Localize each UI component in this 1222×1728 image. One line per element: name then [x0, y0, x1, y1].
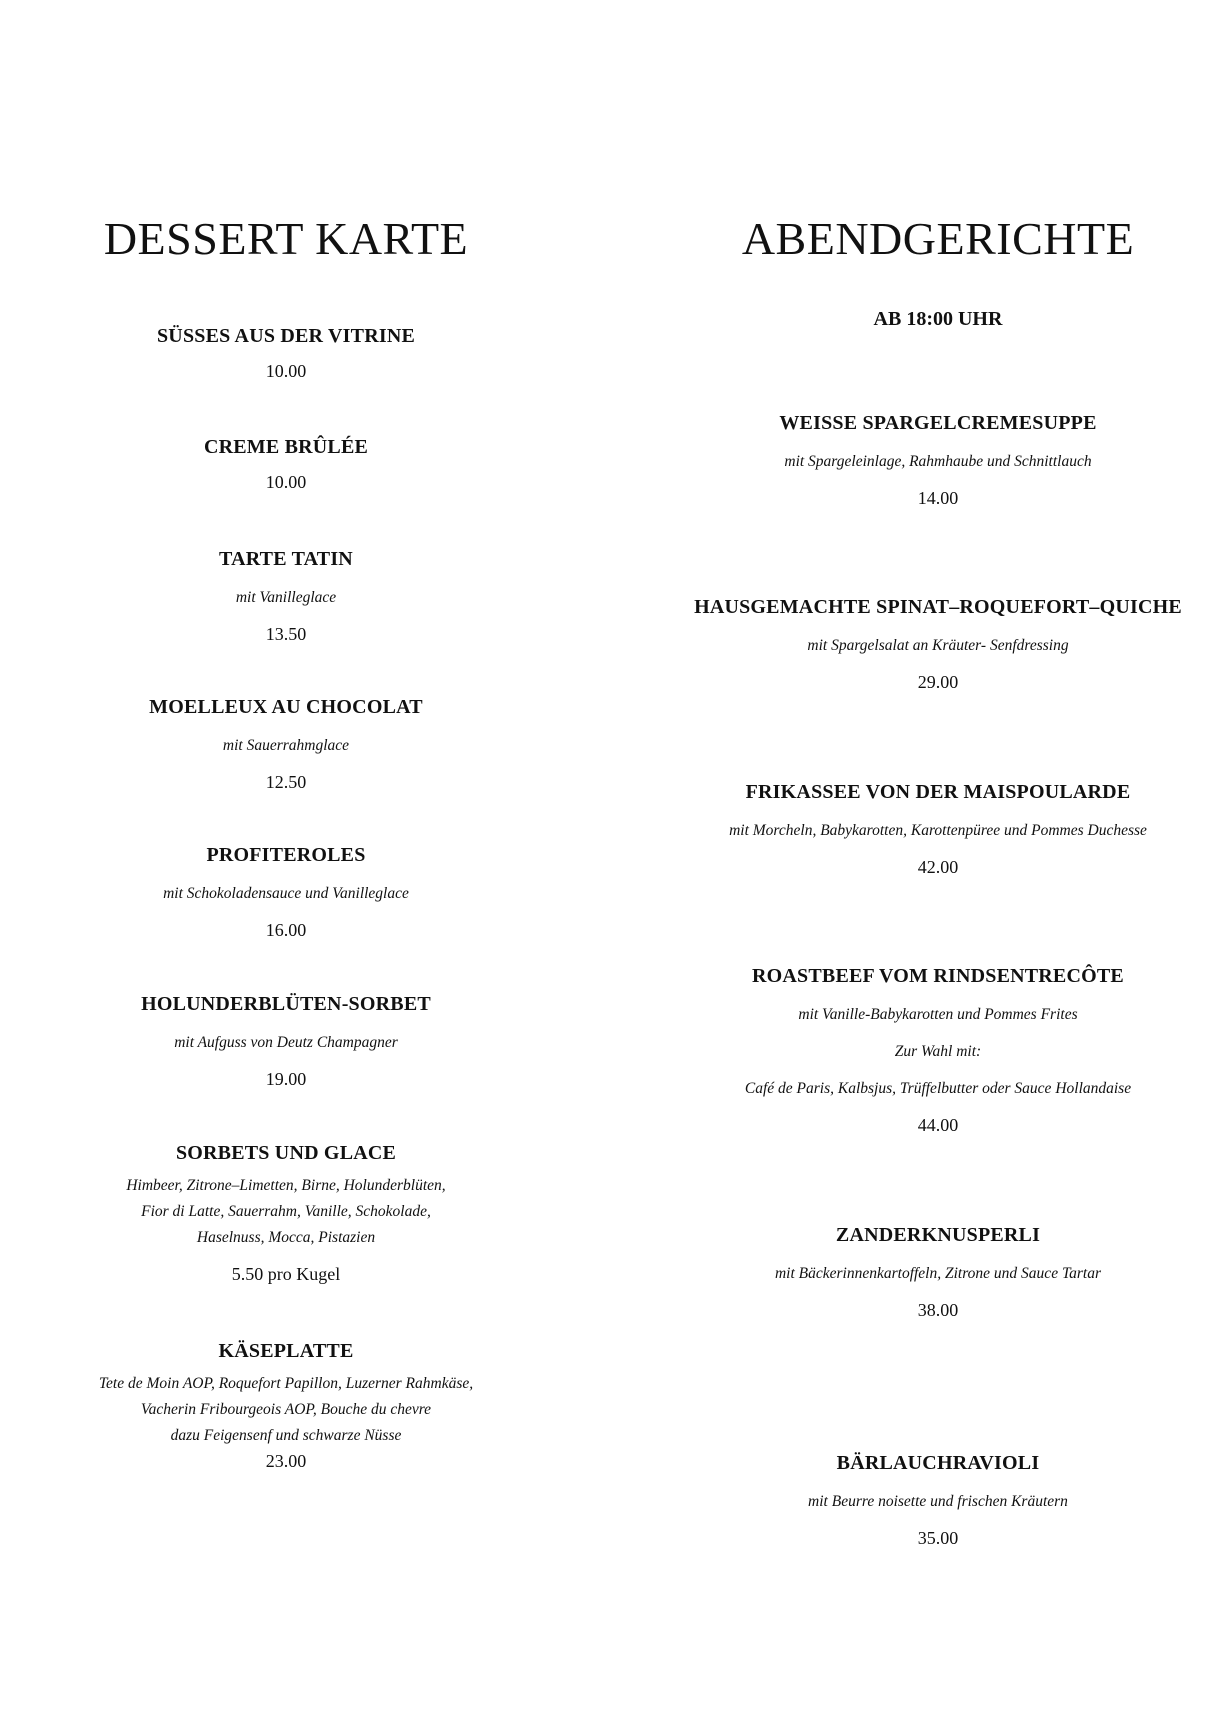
item-price: 10.00: [265, 472, 307, 492]
menu-item: [60, 548, 512, 645]
menu-item: [638, 781, 1222, 878]
item-description: mit Spargeleinlage, Rahmhaube und Schnittlauch: [784, 453, 1092, 470]
menu-item: [638, 596, 1222, 693]
item-price: 19.00: [265, 1069, 307, 1089]
item-name: FRIKASSEE VON DER MAISPOULARDE: [745, 781, 1131, 803]
menu-item: [60, 436, 512, 493]
item-description: mit Morcheln, Babykarotten, Karottenpüree und Pommes Duchesse: [729, 822, 1147, 839]
menu-item: [638, 965, 1222, 1136]
item-price: 16.00: [265, 920, 307, 940]
menu-item: [60, 1340, 512, 1472]
item-price: 35.00: [917, 1528, 959, 1548]
item-description: mit Vanille-Babykarotten und Pommes Frites: [798, 1006, 1078, 1023]
item-price: 29.00: [917, 672, 959, 692]
menu-item: [60, 696, 512, 793]
item-name: ROASTBEEF VOM RINDSENTRECÔTE: [752, 965, 1124, 987]
item-name: PROFITEROLES: [206, 844, 366, 866]
item-name: KÄSEPLATTE: [218, 1340, 354, 1362]
menu-item: [60, 325, 512, 382]
item-name: SORBETS UND GLACE: [175, 1142, 397, 1164]
menu-item: [60, 844, 512, 941]
item-name: BÄRLAUCHRAVIOLI: [836, 1452, 1040, 1474]
description-line: Fior di Latte, Sauerrahm, Vanille, Schokolade,: [141, 1203, 431, 1220]
menu-item: [60, 1142, 512, 1285]
item-name: MOELLEUX AU CHOCOLAT: [149, 696, 423, 718]
item-description: mit Beurre noisette und frischen Kräutern: [808, 1493, 1068, 1510]
item-name: HOLUNDERBLÜTEN-SORBET: [141, 993, 431, 1015]
menu-item: [60, 993, 512, 1090]
item-price: 10.00: [265, 361, 307, 381]
item-price: 38.00: [917, 1300, 959, 1320]
item-price: 23.00: [265, 1451, 307, 1471]
item-name: TARTE TATIN: [219, 548, 353, 570]
dessert-title: DESSERT KARTE: [103, 213, 469, 264]
item-name: CREME BRÛLÉE: [203, 436, 369, 458]
item-price: 12.50: [265, 772, 307, 792]
item-name: SÜSSES AUS DER VITRINE: [156, 325, 416, 347]
item-name: WEISSE SPARGELCREMESUPPE: [779, 412, 1097, 434]
item-description: mit Bäckerinnenkartoffeln, Zitrone und Sauce Tartar: [774, 1265, 1102, 1282]
item-description: mit Schokoladensauce und Vanilleglace: [163, 885, 409, 902]
description-line: Vacherin Fribourgeois AOP, Bouche du chevre: [140, 1401, 432, 1418]
description-line: dazu Feigensenf und schwarze Nüsse: [170, 1427, 402, 1444]
description-line: Tete de Moin AOP, Roquefort Papillon, Luzerner Rahmkäse,: [98, 1375, 474, 1392]
choice-label: Zur Wahl mit:: [894, 1043, 982, 1060]
item-price: 42.00: [917, 857, 959, 877]
item-name: HAUSGEMACHTE SPINAT–ROQUEFORT–QUICHE: [694, 596, 1182, 618]
item-description: mit Vanilleglace: [235, 589, 337, 606]
item-description: [60, 1173, 512, 1251]
item-price: 5.50 pro Kugel: [231, 1264, 341, 1284]
item-name: ZANDERKNUSPERLI: [835, 1224, 1041, 1246]
dinner-service-time: AB 18:00 UHR: [873, 308, 1003, 330]
menu-item: [638, 1452, 1222, 1549]
item-price: 14.00: [917, 488, 959, 508]
item-price: 13.50: [265, 624, 307, 644]
item-description: [60, 1371, 512, 1449]
description-line: Haselnuss, Mocca, Pistazien: [196, 1229, 376, 1246]
menu-item: [638, 412, 1222, 509]
item-description: mit Aufguss von Deutz Champagner: [174, 1034, 398, 1051]
item-description: mit Sauerrahmglace: [222, 737, 350, 754]
dinner-title: ABENDGERICHTE: [741, 213, 1135, 264]
item-price: 44.00: [917, 1115, 959, 1135]
item-description: mit Spargelsalat an Kräuter- Senfdressing: [807, 637, 1069, 654]
choice-options: Café de Paris, Kalbsjus, Trüffelbutter oder Sauce Hollandaise: [744, 1080, 1132, 1097]
menu-item: [638, 1224, 1222, 1321]
description-line: Himbeer, Zitrone–Limetten, Birne, Holunderblüten,: [126, 1177, 446, 1194]
